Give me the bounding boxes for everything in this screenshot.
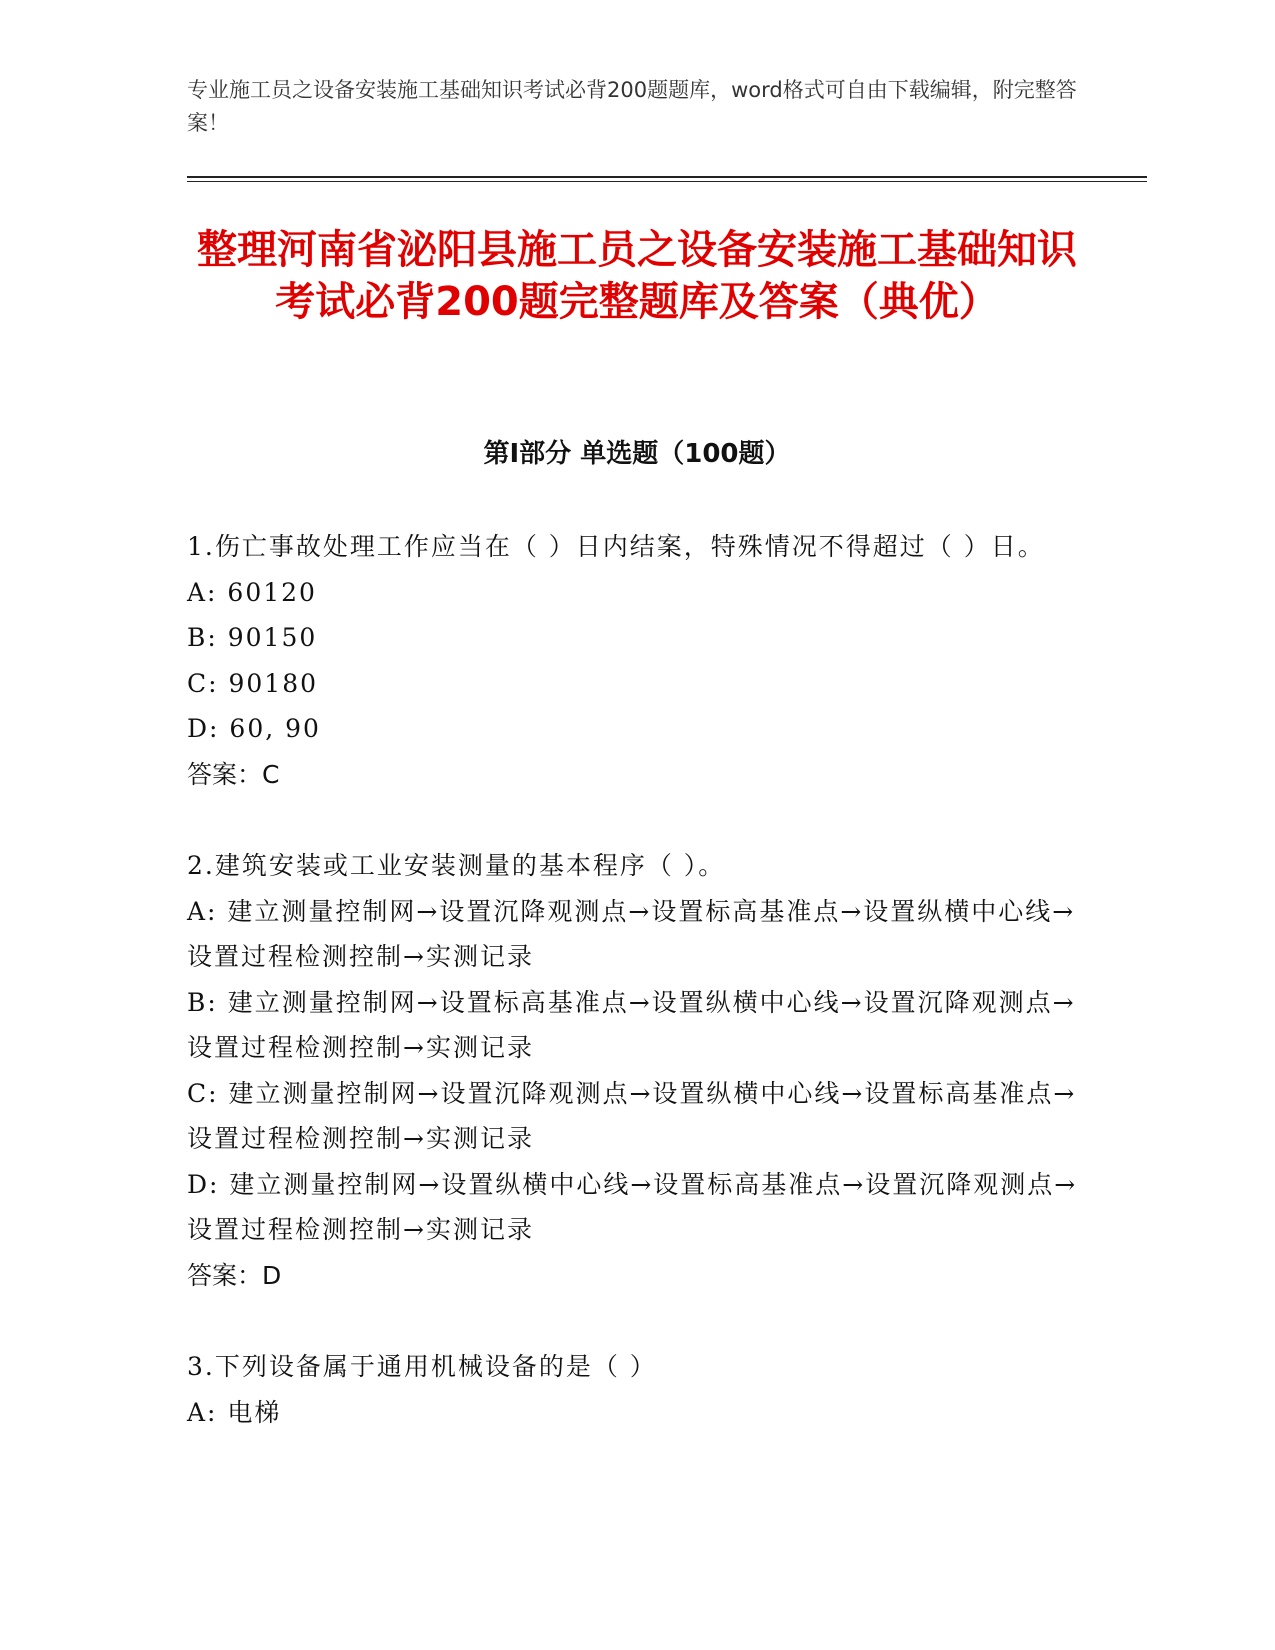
question-1 — [187, 524, 1087, 797]
answer: 答案：C — [187, 759, 280, 789]
option-b: B: 建立测量控制网→设置标高基准点→设置纵横中心线→设置沉降观测点→设置过程检测控制→实测记录 — [187, 987, 1076, 1062]
option-a: A: 60120 — [187, 577, 317, 607]
option-d: D: 建立测量控制网→设置纵横中心线→设置标高基准点→设置沉降观测点→设置过程检测控制→实测记录 — [187, 1169, 1078, 1244]
section-title: 第Ⅰ部分 单选题（100题） — [483, 439, 791, 469]
document-title: 整理河南省泌阳县施工员之设备安装施工基础知识考试必背200题完整题库及答案（典优） — [197, 227, 1077, 325]
option-b: B: 90150 — [187, 623, 318, 652]
header-divider-thin — [187, 181, 1147, 182]
option-a: A: 建立测量控制网→设置沉降观测点→设置标高基准点→设置纵横中心线→设置过程检测控制→实测记录 — [187, 896, 1076, 971]
question-stem: 2.建筑安装或工业安装测量的基本程序（ ）。 — [187, 851, 726, 880]
option-d: D: 60, 90 — [187, 714, 321, 743]
header-note: 专业施工员之设备安装施工基础知识考试必背200题题库，word格式可自由下载编辑，附完整答案！ — [187, 78, 1077, 135]
question-3 — [187, 1344, 1087, 1435]
option-c: C: 90180 — [187, 668, 319, 698]
question-stem: 3.下列设备属于通用机械设备的是（ ） — [187, 1352, 657, 1381]
header-divider-thick — [187, 176, 1147, 178]
question-stem: 1.伤亡事故处理工作应当在（ ）日内结案，特殊情况不得超过（ ）日。 — [187, 532, 1045, 561]
answer: 答案：D — [187, 1260, 282, 1290]
question-2 — [187, 843, 1087, 1298]
option-a: A: 电梯 — [187, 1397, 282, 1427]
question-list — [187, 524, 1087, 1481]
option-c: C: 建立测量控制网→设置沉降观测点→设置纵横中心线→设置标高基准点→设置过程检测控制→实测记录 — [187, 1078, 1077, 1153]
